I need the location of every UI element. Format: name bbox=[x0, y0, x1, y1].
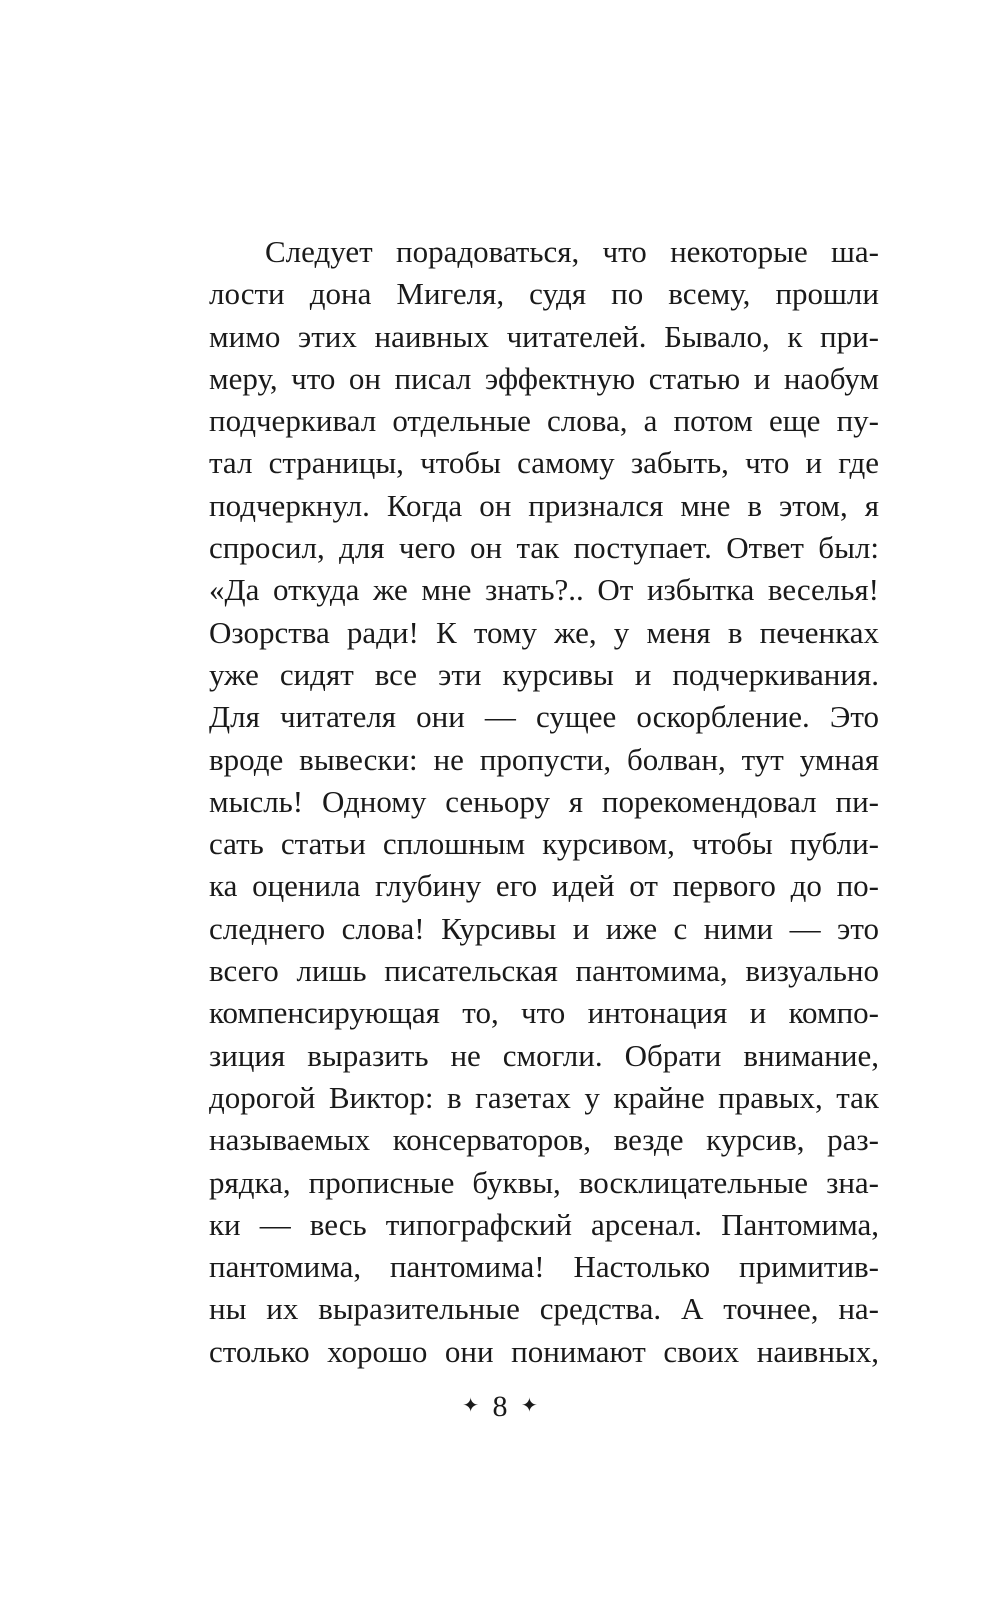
text-line: называемых консерваторов, везде курсив, раз- bbox=[209, 1122, 879, 1158]
text-line: ки — весь типографский арсенал. Пантомима, bbox=[209, 1206, 879, 1242]
text-line: спросил, для чего он так поступает. Ответ был: bbox=[209, 530, 879, 566]
text-line: тал страницы, чтобы самому забыть, что и где bbox=[209, 445, 879, 481]
text-line: зиция выразить не смогли. Обрати внимание, bbox=[209, 1037, 879, 1073]
page-number: 8 bbox=[492, 1390, 508, 1423]
text-line: сать статьи сплошным курсивом, чтобы публи- bbox=[209, 826, 879, 862]
text-line: Озорства ради! К тому же, у меня в печенках bbox=[209, 614, 879, 650]
text-line: компенсирующая то, что интонация и компо- bbox=[209, 995, 879, 1031]
text-line: подчеркивал отдельные слова, а потом еще пу- bbox=[209, 403, 879, 439]
text-line: уже сидят все эти курсивы и подчеркивания. bbox=[209, 656, 879, 692]
ornament-left-icon: ✦ bbox=[462, 1395, 479, 1418]
body-text bbox=[209, 231, 879, 1373]
text-line: Следует порадоваться, что некоторые ша- bbox=[265, 234, 879, 269]
text-line: мимо этих наивных читателей. Бывало, к при- bbox=[209, 318, 879, 354]
text-line: следнего слова! Курсивы и иже с ними — это bbox=[209, 910, 879, 946]
text-line: всего лишь писательская пантомима, визуально bbox=[209, 953, 879, 989]
text-line: лости дона Мигеля, судя по всему, прошли bbox=[209, 276, 879, 312]
text-line: дорогой Виктор: в газетах у крайне правых, так bbox=[209, 1079, 879, 1115]
text-line: пантомима, пантомима! Настолько примитив- bbox=[209, 1249, 879, 1285]
text-line: «Да откуда же мне знать?.. От избытка веселья! bbox=[209, 572, 879, 608]
text-line: вроде вывески: не пропусти, болван, тут умная bbox=[209, 741, 879, 777]
text-line: ны их выразительные средства. А точнее, на- bbox=[209, 1291, 879, 1327]
text-line: ка оценила глубину его идей от первого до по- bbox=[209, 868, 879, 904]
text-line: столько хорошо они понимают своих наивных, bbox=[209, 1333, 879, 1369]
text-line: Для читателя они — сущее оскорбление. Это bbox=[209, 699, 879, 735]
text-line: подчеркнул. Когда он признался мне в этом, я bbox=[209, 487, 879, 523]
text-line: меру, что он писал эффектную статью и наобум bbox=[209, 360, 879, 396]
text-line: рядка, прописные буквы, восклицательные зна- bbox=[209, 1164, 879, 1200]
ornament-right-icon: ✦ bbox=[521, 1395, 538, 1418]
page-footer bbox=[0, 1387, 1000, 1429]
text-line: мысль! Одному сеньору я порекомендовал пи- bbox=[209, 783, 879, 819]
